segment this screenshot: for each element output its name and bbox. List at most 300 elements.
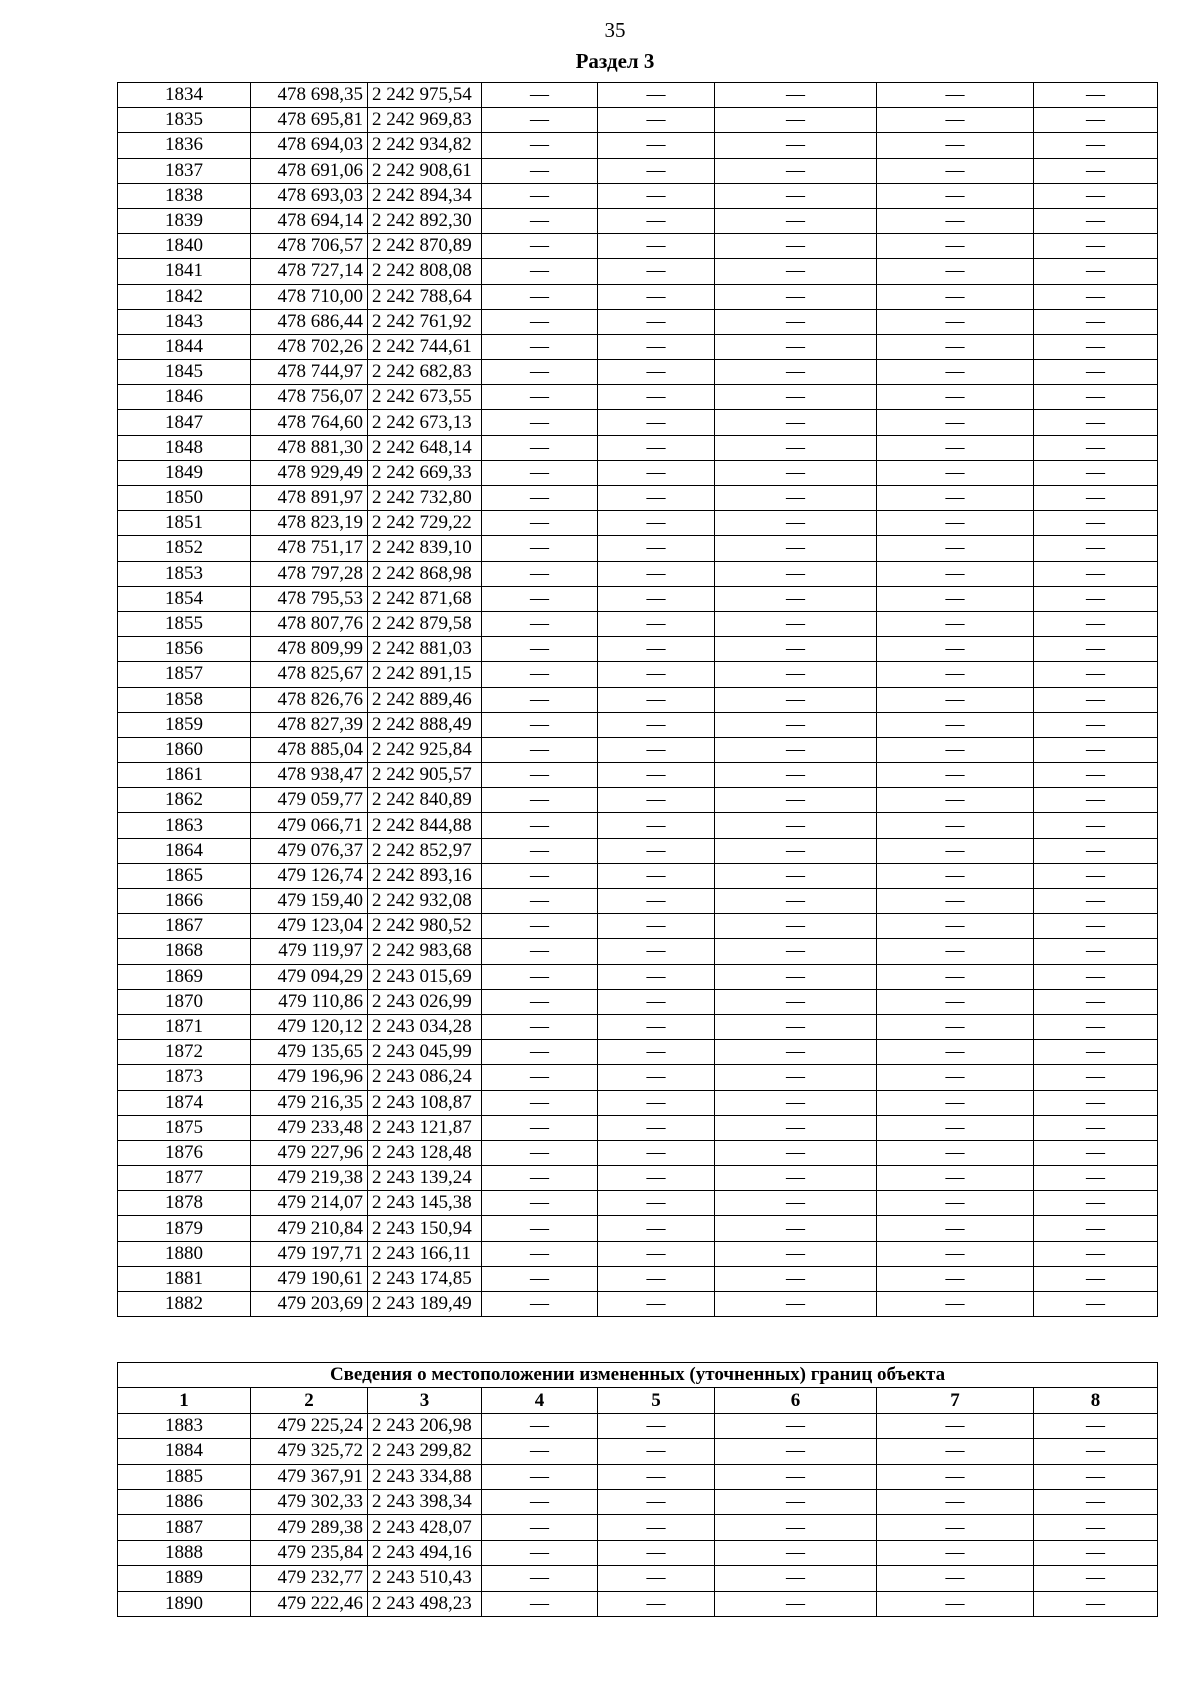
empty-value-cell: — [482,284,598,309]
empty-value-cell: — [715,83,877,108]
page-number: 35 [604,18,626,42]
empty-value-cell: — [1034,208,1158,233]
empty-value-cell: — [877,360,1034,385]
point-number-cell: 1890 [118,1591,251,1616]
x-coordinate-cell: 478 695,81 [251,108,368,133]
x-coordinate-cell: 478 710,00 [251,284,368,309]
empty-value-cell: — [482,158,598,183]
empty-value-cell: — [482,687,598,712]
empty-value-cell: — [715,435,877,460]
point-number-cell: 1850 [118,486,251,511]
table-row [118,1464,1158,1489]
empty-value-cell: — [877,284,1034,309]
column-header: 8 [1034,1388,1158,1413]
empty-value-cell: — [877,1166,1034,1191]
empty-value-cell: — [598,637,715,662]
empty-value-cell: — [715,133,877,158]
empty-value-cell: — [482,511,598,536]
y-coordinate-cell: 2 242 983,68 [368,939,482,964]
empty-value-cell: — [715,183,877,208]
x-coordinate-cell: 479 367,91 [251,1464,368,1489]
y-coordinate-cell: 2 242 893,16 [368,863,482,888]
empty-value-cell: — [482,1140,598,1165]
table-row [118,1515,1158,1540]
empty-value-cell: — [598,838,715,863]
point-number-cell: 1848 [118,435,251,460]
y-coordinate-cell: 2 243 121,87 [368,1115,482,1140]
x-coordinate-cell: 479 197,71 [251,1241,368,1266]
empty-value-cell: — [1034,183,1158,208]
column-header: 1 [118,1388,251,1413]
point-number-cell: 1886 [118,1489,251,1514]
x-coordinate-cell: 479 076,37 [251,838,368,863]
empty-value-cell: — [1034,234,1158,259]
empty-value-cell: — [715,334,877,359]
y-coordinate-cell: 2 243 398,34 [368,1489,482,1514]
empty-value-cell: — [482,435,598,460]
empty-value-cell: — [715,234,877,259]
empty-value-cell: — [482,334,598,359]
empty-value-cell: — [482,1266,598,1291]
table-row [118,83,1158,108]
empty-value-cell: — [715,486,877,511]
x-coordinate-cell: 479 233,48 [251,1115,368,1140]
empty-value-cell: — [482,1216,598,1241]
empty-value-cell: — [482,561,598,586]
table-row [118,410,1158,435]
point-number-cell: 1843 [118,309,251,334]
empty-value-cell: — [598,1241,715,1266]
empty-value-cell: — [598,234,715,259]
x-coordinate-cell: 478 797,28 [251,561,368,586]
x-coordinate-cell: 478 694,03 [251,133,368,158]
point-number-cell: 1855 [118,611,251,636]
empty-value-cell: — [1034,1216,1158,1241]
empty-value-cell: — [715,561,877,586]
point-number-cell: 1840 [118,234,251,259]
point-number-cell: 1842 [118,284,251,309]
y-coordinate-cell: 2 242 975,54 [368,83,482,108]
empty-value-cell: — [482,1464,598,1489]
table-row [118,511,1158,536]
x-coordinate-cell: 479 214,07 [251,1191,368,1216]
empty-value-cell: — [715,889,877,914]
empty-value-cell: — [598,259,715,284]
empty-value-cell: — [598,360,715,385]
x-coordinate-cell: 479 232,77 [251,1566,368,1591]
x-coordinate-cell: 479 302,33 [251,1489,368,1514]
y-coordinate-cell: 2 242 844,88 [368,813,482,838]
empty-value-cell: — [877,1566,1034,1591]
empty-value-cell: — [1034,611,1158,636]
y-coordinate-cell: 2 243 498,23 [368,1591,482,1616]
empty-value-cell: — [482,486,598,511]
point-number-cell: 1849 [118,460,251,485]
empty-value-cell: — [598,662,715,687]
empty-value-cell: — [877,536,1034,561]
empty-value-cell: — [598,1413,715,1438]
empty-value-cell: — [877,1040,1034,1065]
table-row [118,1166,1158,1191]
point-number-cell: 1858 [118,687,251,712]
point-number-cell: 1844 [118,334,251,359]
empty-value-cell: — [598,536,715,561]
point-number-cell: 1860 [118,737,251,762]
y-coordinate-cell: 2 242 808,08 [368,259,482,284]
empty-value-cell: — [482,1241,598,1266]
x-coordinate-cell: 478 706,57 [251,234,368,259]
empty-value-cell: — [1034,1166,1158,1191]
empty-value-cell: — [715,863,877,888]
empty-value-cell: — [598,863,715,888]
point-number-cell: 1872 [118,1040,251,1065]
point-number-cell: 1837 [118,158,251,183]
empty-value-cell: — [482,914,598,939]
empty-value-cell: — [1034,536,1158,561]
empty-value-cell: — [1034,889,1158,914]
empty-value-cell: — [598,1065,715,1090]
x-coordinate-cell: 479 203,69 [251,1292,368,1317]
y-coordinate-cell: 2 242 761,92 [368,309,482,334]
table-row [118,989,1158,1014]
empty-value-cell: — [482,1292,598,1317]
empty-value-cell: — [877,234,1034,259]
x-coordinate-cell: 478 686,44 [251,309,368,334]
y-coordinate-cell: 2 243 015,69 [368,964,482,989]
x-coordinate-cell: 478 826,76 [251,687,368,712]
point-number-cell: 1876 [118,1140,251,1165]
x-coordinate-cell: 479 110,86 [251,989,368,1014]
empty-value-cell: — [877,611,1034,636]
x-coordinate-cell: 478 694,14 [251,208,368,233]
empty-value-cell: — [877,1241,1034,1266]
empty-value-cell: — [482,989,598,1014]
x-coordinate-cell: 479 119,97 [251,939,368,964]
empty-value-cell: — [482,637,598,662]
table-row [118,1014,1158,1039]
empty-value-cell: — [715,108,877,133]
empty-value-cell: — [715,1090,877,1115]
point-number-cell: 1853 [118,561,251,586]
table-row [118,1090,1158,1115]
empty-value-cell: — [1034,511,1158,536]
empty-value-cell: — [715,1489,877,1514]
empty-value-cell: — [877,83,1034,108]
empty-value-cell: — [877,486,1034,511]
empty-value-cell: — [877,1540,1034,1565]
coordinates-table [117,82,1158,1317]
table-row [118,611,1158,636]
empty-value-cell: — [1034,687,1158,712]
x-coordinate-cell: 478 691,06 [251,158,368,183]
empty-value-cell: — [877,1292,1034,1317]
empty-value-cell: — [877,133,1034,158]
point-number-cell: 1838 [118,183,251,208]
table-row [118,561,1158,586]
empty-value-cell: — [1034,259,1158,284]
empty-value-cell: — [715,687,877,712]
empty-value-cell: — [482,838,598,863]
empty-value-cell: — [877,385,1034,410]
empty-value-cell: — [482,208,598,233]
y-coordinate-cell: 2 243 494,16 [368,1540,482,1565]
empty-value-cell: — [1034,1566,1158,1591]
table-row [118,737,1158,762]
y-coordinate-cell: 2 242 889,46 [368,687,482,712]
table-row [118,964,1158,989]
x-coordinate-cell: 478 929,49 [251,460,368,485]
point-number-cell: 1841 [118,259,251,284]
table-row [118,1266,1158,1291]
table-row [118,1115,1158,1140]
table-row [118,234,1158,259]
y-coordinate-cell: 2 242 969,83 [368,108,482,133]
empty-value-cell: — [1034,360,1158,385]
empty-value-cell: — [877,712,1034,737]
empty-value-cell: — [877,561,1034,586]
empty-value-cell: — [482,460,598,485]
empty-value-cell: — [877,158,1034,183]
empty-value-cell: — [482,1191,598,1216]
empty-value-cell: — [715,1591,877,1616]
point-number-cell: 1879 [118,1216,251,1241]
empty-value-cell: — [598,183,715,208]
empty-value-cell: — [598,1464,715,1489]
x-coordinate-cell: 479 066,71 [251,813,368,838]
x-coordinate-cell: 479 210,84 [251,1216,368,1241]
column-header: 6 [715,1388,877,1413]
empty-value-cell: — [1034,1515,1158,1540]
table-row [118,1191,1158,1216]
y-coordinate-cell: 2 243 428,07 [368,1515,482,1540]
empty-value-cell: — [598,486,715,511]
empty-value-cell: — [877,334,1034,359]
empty-value-cell: — [482,360,598,385]
y-coordinate-cell: 2 243 189,49 [368,1292,482,1317]
empty-value-cell: — [877,914,1034,939]
table-row [118,460,1158,485]
x-coordinate-cell: 478 825,67 [251,662,368,687]
x-coordinate-cell: 479 196,96 [251,1065,368,1090]
table-row [118,133,1158,158]
table-row [118,586,1158,611]
column-header: 4 [482,1388,598,1413]
empty-value-cell: — [1034,1266,1158,1291]
table-row [118,662,1158,687]
y-coordinate-cell: 2 243 045,99 [368,1040,482,1065]
empty-value-cell: — [482,662,598,687]
empty-value-cell: — [482,1014,598,1039]
empty-value-cell: — [1034,561,1158,586]
point-number-cell: 1871 [118,1014,251,1039]
empty-value-cell: — [1034,737,1158,762]
table-row [118,1241,1158,1266]
empty-value-cell: — [598,133,715,158]
empty-value-cell: — [877,1115,1034,1140]
empty-value-cell: — [598,385,715,410]
x-coordinate-cell: 479 216,35 [251,1090,368,1115]
point-number-cell: 1877 [118,1166,251,1191]
y-coordinate-cell: 2 242 925,84 [368,737,482,762]
empty-value-cell: — [715,1040,877,1065]
empty-value-cell: — [482,183,598,208]
y-coordinate-cell: 2 243 086,24 [368,1065,482,1090]
x-coordinate-cell: 478 885,04 [251,737,368,762]
table-row [118,1439,1158,1464]
empty-value-cell: — [598,1040,715,1065]
y-coordinate-cell: 2 242 894,34 [368,183,482,208]
x-coordinate-cell: 478 727,14 [251,259,368,284]
empty-value-cell: — [1034,1115,1158,1140]
empty-value-cell: — [877,410,1034,435]
x-coordinate-cell: 479 123,04 [251,914,368,939]
y-coordinate-cell: 2 242 908,61 [368,158,482,183]
x-coordinate-cell: 479 227,96 [251,1140,368,1165]
empty-value-cell: — [482,1489,598,1514]
point-number-cell: 1836 [118,133,251,158]
empty-value-cell: — [598,586,715,611]
table-row [118,939,1158,964]
empty-value-cell: — [1034,1065,1158,1090]
empty-value-cell: — [715,1140,877,1165]
table-row [118,334,1158,359]
empty-value-cell: — [1034,1090,1158,1115]
x-coordinate-cell: 478 751,17 [251,536,368,561]
empty-value-cell: — [715,385,877,410]
y-coordinate-cell: 2 242 732,80 [368,486,482,511]
empty-value-cell: — [715,989,877,1014]
y-coordinate-cell: 2 242 648,14 [368,435,482,460]
point-number-cell: 1874 [118,1090,251,1115]
table-row [118,1591,1158,1616]
table-row [118,637,1158,662]
empty-value-cell: — [1034,863,1158,888]
empty-value-cell: — [1034,486,1158,511]
point-number-cell: 1888 [118,1540,251,1565]
y-coordinate-cell: 2 242 934,82 [368,133,482,158]
table-row [118,259,1158,284]
empty-value-cell: — [715,637,877,662]
column-header: 3 [368,1388,482,1413]
y-coordinate-cell: 2 242 788,64 [368,284,482,309]
x-coordinate-cell: 478 938,47 [251,763,368,788]
empty-value-cell: — [482,1439,598,1464]
table-row [118,385,1158,410]
empty-value-cell: — [715,1464,877,1489]
y-coordinate-cell: 2 243 026,99 [368,989,482,1014]
empty-value-cell: — [598,284,715,309]
empty-value-cell: — [1034,712,1158,737]
empty-value-cell: — [598,914,715,939]
empty-value-cell: — [877,1464,1034,1489]
empty-value-cell: — [598,561,715,586]
section-title: Раздел 3 [575,49,655,73]
empty-value-cell: — [482,83,598,108]
empty-value-cell: — [715,1540,877,1565]
column-header: 2 [251,1388,368,1413]
empty-value-cell: — [598,1566,715,1591]
empty-value-cell: — [715,712,877,737]
empty-value-cell: — [715,788,877,813]
empty-value-cell: — [598,158,715,183]
x-coordinate-cell: 479 094,29 [251,964,368,989]
empty-value-cell: — [598,788,715,813]
empty-value-cell: — [598,611,715,636]
empty-value-cell: — [1034,586,1158,611]
empty-value-cell: — [482,1413,598,1438]
point-number-cell: 1852 [118,536,251,561]
column-header: 7 [877,1388,1034,1413]
empty-value-cell: — [1034,914,1158,939]
empty-value-cell: — [715,1115,877,1140]
empty-value-cell: — [715,1515,877,1540]
table-row [118,914,1158,939]
empty-value-cell: — [715,737,877,762]
empty-value-cell: — [598,309,715,334]
y-coordinate-cell: 2 243 150,94 [368,1216,482,1241]
empty-value-cell: — [598,763,715,788]
empty-value-cell: — [598,989,715,1014]
empty-value-cell: — [715,1065,877,1090]
y-coordinate-cell: 2 242 682,83 [368,360,482,385]
empty-value-cell: — [877,1266,1034,1291]
point-number-cell: 1884 [118,1439,251,1464]
empty-value-cell: — [715,1566,877,1591]
y-coordinate-cell: 2 242 980,52 [368,914,482,939]
point-number-cell: 1889 [118,1566,251,1591]
y-coordinate-cell: 2 242 881,03 [368,637,482,662]
empty-value-cell: — [598,712,715,737]
empty-value-cell: — [482,536,598,561]
point-number-cell: 1867 [118,914,251,939]
table-row [118,813,1158,838]
empty-value-cell: — [482,1090,598,1115]
empty-value-cell: — [1034,1040,1158,1065]
y-coordinate-cell: 2 242 673,13 [368,410,482,435]
empty-value-cell: — [1034,133,1158,158]
empty-value-cell: — [598,939,715,964]
table-row [118,486,1158,511]
table-row [118,284,1158,309]
point-number-cell: 1880 [118,1241,251,1266]
point-number-cell: 1885 [118,1464,251,1489]
x-coordinate-cell: 479 325,72 [251,1439,368,1464]
empty-value-cell: — [715,1413,877,1438]
x-coordinate-cell: 478 693,03 [251,183,368,208]
empty-value-cell: — [482,611,598,636]
point-number-cell: 1859 [118,712,251,737]
y-coordinate-cell: 2 242 870,89 [368,234,482,259]
point-number-cell: 1861 [118,763,251,788]
empty-value-cell: — [598,1489,715,1514]
empty-value-cell: — [1034,989,1158,1014]
empty-value-cell: — [598,511,715,536]
table-row [118,1489,1158,1514]
empty-value-cell: — [877,309,1034,334]
empty-value-cell: — [877,1591,1034,1616]
x-coordinate-cell: 479 159,40 [251,889,368,914]
empty-value-cell: — [482,259,598,284]
table-row [118,863,1158,888]
empty-value-cell: — [715,158,877,183]
empty-value-cell: — [598,83,715,108]
y-coordinate-cell: 2 243 145,38 [368,1191,482,1216]
point-number-cell: 1870 [118,989,251,1014]
empty-value-cell: — [877,1191,1034,1216]
y-coordinate-cell: 2 243 334,88 [368,1464,482,1489]
empty-value-cell: — [1034,385,1158,410]
x-coordinate-cell: 479 222,46 [251,1591,368,1616]
